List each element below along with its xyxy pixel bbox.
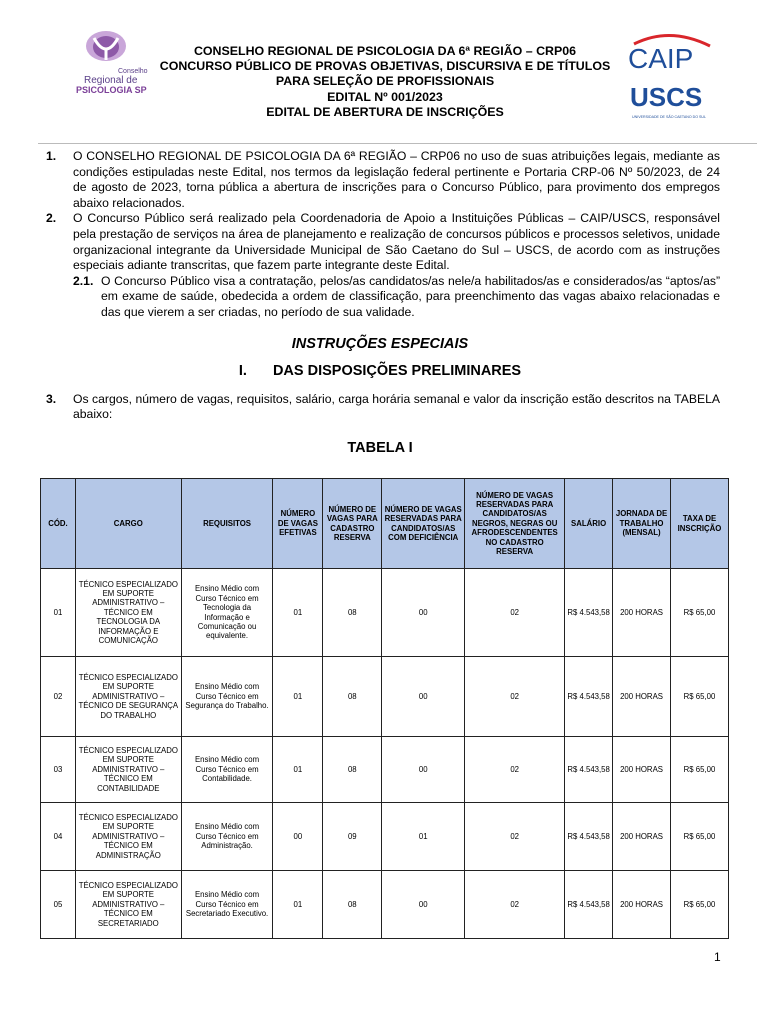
title-line: CONSELHO REGIONAL DE PSICOLOGIA DA 6ª REGIÃO – CRP06: [193, 44, 577, 58]
paragraph-text: O Concurso Público será realizado pela Coordenadoria de Apoio a Instituições Públicas – CAIP/USCS, responsável pela prestação de serviços na área de planejamento e realização de concursos públicos e processos seletivos, unidade organizacional integrante da Universidade Municipal de São Caetano do Sul – USCS, de acordo com as instruções especiais adiante transcritas, que fazem parte integrante deste Edital.: [73, 211, 720, 273]
table-cell: 00: [382, 657, 465, 737]
crp-logo-line1: Conselho: [118, 68, 148, 75]
paragraph-text: Os cargos, número de vagas, requisitos, salário, carga horária semanal e valor da inscrição estão descritos na TABELA abaixo:: [73, 391, 720, 422]
table-cell: 200 HORAS: [613, 657, 671, 737]
paragraph-2-1: [40, 274, 720, 321]
paragraph-number: 2.1.: [73, 273, 94, 288]
table-cell: 200 HORAS: [613, 737, 671, 803]
table-cell: R$ 65,00: [670, 657, 728, 737]
table-cell: 01: [382, 803, 465, 871]
paragraph-text: O CONSELHO REGIONAL DE PSICOLOGIA DA 6ª REGIÃO – CRP06 no uso de suas atribuições legais, mediante as condições estipuladas neste Edital, nos termos da legislação federal pertinente e Portaria CRP-06 Nº 50/2023, de 24 de agosto de 2023, torna pública a abertura de inscrições para o Concurso Público, para provimento dos empregos abaixo relacionados.: [73, 149, 720, 210]
table-cell: 02: [465, 871, 565, 939]
table-header-cell: SALÁRIO: [565, 479, 613, 569]
table-cell: 00: [382, 569, 465, 657]
edital-body: [40, 149, 720, 457]
table-cell: 00: [382, 871, 465, 939]
table-cell: 03: [41, 737, 76, 803]
table-cell: TÉCNICO ESPECIALIZADO EM SUPORTE ADMINISTRATIVO – TÉCNICO EM SECRETARIADO: [75, 871, 181, 939]
table-header-cell: JORNADA DE TRABALHO (MENSAL): [613, 479, 671, 569]
table-cell: 08: [323, 657, 382, 737]
table-cell: Ensino Médio com Curso Técnico em Administração.: [181, 803, 273, 871]
table-header-cell: NÚMERO DE VAGAS RESERVADAS PARA CANDIDATOS/AS NEGROS, NEGRAS OU AFRODESCENDENTES NO CADASTRO RESERVA: [465, 479, 565, 569]
paragraph-number: 2.: [46, 211, 57, 226]
section-number: I.: [238, 363, 247, 380]
table-header-cell: TAXA DE INSCRIÇÃO: [670, 479, 728, 569]
table-cell: 02: [465, 803, 565, 871]
table-cell: 08: [323, 737, 382, 803]
table-cell: R$ 4.543,58: [565, 737, 613, 803]
table-cell: 01: [41, 569, 76, 657]
table-cell: Ensino Médio com Curso Técnico em Secretariado Executivo.: [181, 871, 273, 939]
table-cell: 01: [273, 871, 323, 939]
table-cell: 08: [323, 569, 382, 657]
table-cell: Ensino Médio com Curso Técnico em Segurança do Trabalho.: [181, 657, 273, 737]
table-cell: 200 HORAS: [613, 871, 671, 939]
table-cell: TÉCNICO ESPECIALIZADO EM SUPORTE ADMINISTRATIVO – TÉCNICO EM ADMINISTRAÇÃO: [75, 803, 181, 871]
edital-title-block: [150, 44, 620, 120]
section-title: DAS DISPOSIÇÕES PRELIMINARES: [272, 363, 522, 380]
vagas-table: [40, 478, 729, 939]
crp-logo: [72, 30, 152, 110]
paragraph-number: 3.: [46, 391, 57, 406]
title-line: PARA SELEÇÃO DE PROFISSIONAIS: [275, 74, 495, 89]
title-line: CONCURSO PÚBLICO DE PROVAS OBJETIVAS, DISCURSIVA E DE TÍTULOS: [159, 59, 611, 74]
table-cell: R$ 4.543,58: [565, 569, 613, 657]
table-cell: 01: [273, 569, 323, 657]
caip-uscs-logo-mark-icon: [626, 30, 716, 122]
table-cell: R$ 65,00: [670, 803, 728, 871]
paragraph-1: [40, 149, 720, 211]
table-cell: 02: [41, 657, 76, 737]
crp-logo-line2: Regional de: [84, 75, 138, 86]
table-cell: 01: [273, 657, 323, 737]
page-header: [0, 0, 768, 140]
table-cell: TÉCNICO ESPECIALIZADO EM SUPORTE ADMINISTRATIVO – TÉCNICO DE SEGURANÇA DO TRABALHO: [75, 657, 181, 737]
crp-logo-line3: PSICOLOGIA SP: [76, 85, 147, 95]
uscs-tagline: UNIVERSIDADE DE SÃO CAETANO DO SUL: [632, 115, 707, 119]
table-cell: 01: [273, 737, 323, 803]
table-cell: R$ 4.543,58: [565, 871, 613, 939]
table-cell: TÉCNICO ESPECIALIZADO EM SUPORTE ADMINISTRATIVO – TÉCNICO EM CONTABILIDADE: [75, 737, 181, 803]
table-cell: R$ 65,00: [670, 737, 728, 803]
header-divider: [38, 143, 757, 144]
page-number: 1: [714, 950, 721, 964]
table-cell: R$ 65,00: [670, 871, 728, 939]
table-cell: R$ 4.543,58: [565, 803, 613, 871]
table-cell: 00: [273, 803, 323, 871]
section-heading: [40, 364, 720, 380]
table-cell: TÉCNICO ESPECIALIZADO EM SUPORTE ADMINISTRATIVO – TÉCNICO EM TECNOLOGIA DA INFORMAÇÃO E COMUNICAÇÃO: [75, 569, 181, 657]
uscs-wordmark: USCS: [630, 82, 703, 112]
table-cell: 09: [323, 803, 382, 871]
table-cell: 200 HORAS: [613, 803, 671, 871]
table-cell: 05: [41, 871, 76, 939]
table-row: [41, 803, 729, 871]
table-cell: R$ 4.543,58: [565, 657, 613, 737]
table-header-cell: CÓD.: [41, 479, 76, 569]
title-line: EDITAL Nº 001/2023: [327, 89, 443, 104]
instrucoes-heading: INSTRUÇÕES ESPECIAIS: [291, 335, 469, 352]
table-cell: Ensino Médio com Curso Técnico em Contabilidade.: [181, 737, 273, 803]
table-header-cell: CARGO: [75, 479, 181, 569]
table-header-cell: REQUISITOS: [181, 479, 273, 569]
table-header-cell: NÚMERO DE VAGAS PARA CADASTRO RESERVA: [323, 479, 382, 569]
crp-logo-mark-icon: [72, 30, 152, 110]
table-row: [41, 737, 729, 803]
table-row: [41, 871, 729, 939]
table-header-cell: NÚMERO DE VAGAS RESERVADAS PARA CANDIDATOS/AS COM DEFICIÊNCIA: [382, 479, 465, 569]
caip-uscs-logo: [626, 30, 716, 122]
tabela-heading: TABELA I: [347, 439, 413, 456]
caip-wordmark: CAIP: [628, 43, 694, 74]
table-cell: 200 HORAS: [613, 569, 671, 657]
table-row: [41, 657, 729, 737]
title-line: EDITAL DE ABERTURA DE INSCRIÇÕES: [266, 104, 504, 119]
paragraph-text: O Concurso Público visa a contratação, pelos/as candidatos/as nele/a habilitados/as e considerados/as “aptos/as” em exame de saúde, obedecida a ordem de classificação, para preenchimento das vagas abaixo relacionadas e das que vierem a ser criadas, no período de sua validade.: [101, 273, 720, 319]
table-cell: R$ 65,00: [670, 569, 728, 657]
table-cell: 00: [382, 737, 465, 803]
table-header-row: [41, 479, 729, 569]
table-cell: 04: [41, 803, 76, 871]
table-cell: 02: [465, 737, 565, 803]
table-cell: Ensino Médio com Curso Técnico em Tecnologia da Informação e Comunicação ou equivalente.: [181, 569, 273, 657]
paragraph-2: [40, 211, 720, 273]
table-cell: 02: [465, 657, 565, 737]
table-row: [41, 569, 729, 657]
table-cell: 08: [323, 871, 382, 939]
paragraph-number: 1.: [46, 149, 57, 163]
table-header-cell: NÚMERO DE VAGAS EFETIVAS: [273, 479, 323, 569]
table-cell: 02: [465, 569, 565, 657]
paragraph-3: [40, 392, 720, 423]
